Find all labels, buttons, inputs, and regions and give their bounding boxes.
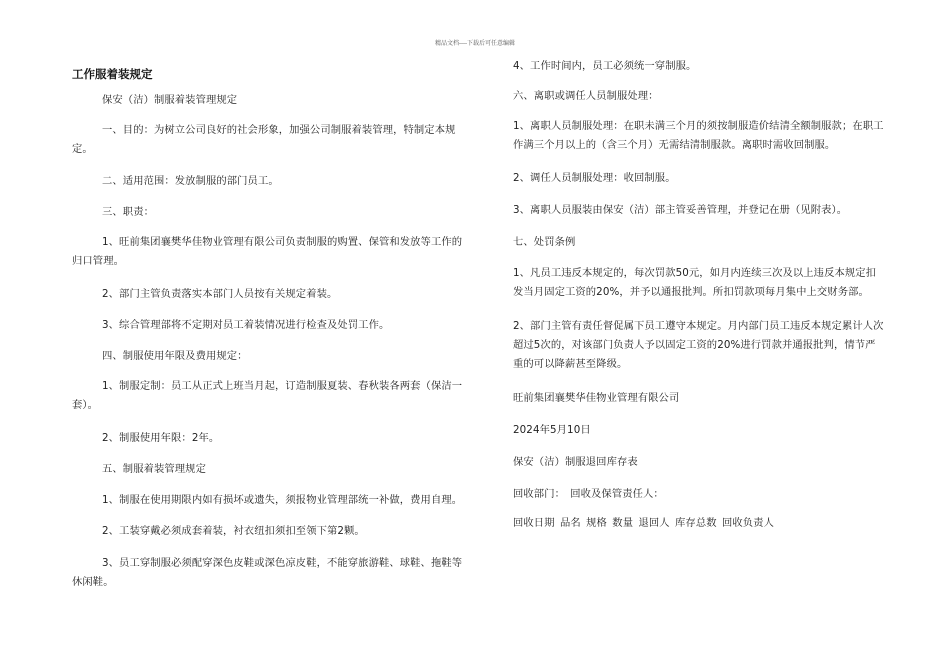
right-column — [513, 0, 885, 672]
heading-duties: 三、职责： — [102, 206, 154, 218]
paragraph-duty-1: 1、旺前集团襄樊华佳物业管理有限公司负责制服的购置、保管和发放等工作的归口管理。 — [72, 236, 463, 267]
heading-resignation: 六、离职或调任人员制服处理： — [513, 90, 659, 102]
paragraph-duty-3: 3、综合管理部将不定期对员工着装情况进行检查及处罚工作。 — [102, 319, 390, 331]
heading-term-and-cost: 四、制服使用年限及费用规定： — [102, 350, 248, 362]
paragraph-scope: 二、适用范围：发放制服的部门员工。 — [102, 175, 279, 187]
header-note: 精品文档----下载后可任意编辑 — [434, 40, 516, 47]
paragraph-resignation-1: 1、离职人员制服处理：在职未满三个月的须按制服造价结清全额制服款；在职工作满三个月以上的（含三个月）无需结清制服款。离职时需收回制服。 — [513, 120, 884, 151]
company-name: 旺前集团襄樊华佳物业管理有限公司 — [513, 392, 680, 404]
paragraph-resignation-2: 2、调任人员制服处理：收回制服。 — [513, 172, 676, 184]
left-column — [72, 0, 467, 672]
heading-dress-rules: 五、制服着装管理规定 — [102, 463, 206, 475]
paragraph-penalty-1: 1、凡员工违反本规定的，每次罚款50元，如月内连续三次及以上违反本规定扣发当月固定工资的20%，并予以通报批判。所扣罚款项每月集中上交财务部。 — [513, 267, 877, 298]
document-date: 2024年5月10日 — [513, 424, 591, 436]
paragraph-resignation-3: 3、离职人员服装由保安（洁）部主管妥善管理，并登记在册（见附表）。 — [513, 204, 848, 216]
paragraph-rule-3: 3、员工穿制服必须配穿深色皮鞋或深色凉皮鞋，不能穿旅游鞋、球鞋、拖鞋等休闲鞋。 — [72, 557, 463, 588]
paragraph-term: 2、制服使用年限：2年。 — [102, 432, 220, 444]
document-title: 工作服着装规定 — [72, 67, 153, 81]
return-form-title: 保安（洁）制服退回库存表 — [513, 456, 638, 468]
paragraph-duty-2: 2、部门主管负责落实本部门人员按有关规定着装。 — [102, 288, 338, 300]
paragraph-customization: 1、制服定制：员工从正式上班当月起，订造制服夏装、春秋装各两套（保洁一套）。 — [72, 380, 463, 411]
heading-penalties: 七、处罚条例 — [513, 236, 576, 248]
subtitle: 保安（洁）制服着装管理规定 — [102, 94, 238, 106]
paragraph-rule-2: 2、工装穿戴必须成套着装，衬衣纽扣须扣至领下第2颗。 — [102, 525, 365, 537]
paragraph-purpose: 一、目的：为树立公司良好的社会形象，加强公司制服着装管理，特制定本规定。 — [72, 124, 456, 155]
paragraph-penalty-2: 2、部门主管有责任督促属下员工遵守本规定。月内部门员工违反本规定累计人次超过5次的，对该部门负责人予以固定工资的20%进行罚款并通报批判，情节严重的可以降薪甚至降级。 — [513, 320, 884, 370]
return-form-department: 回收部门： 回收及保管责任人： — [513, 488, 664, 500]
return-form-columns: 回收日期 品名 规格 数量 退回人 库存总数 回收负责人 — [513, 517, 774, 529]
paragraph-rule-1: 1、制服在使用期限内如有损坏或遗失，须报物业管理部统一补做，费用自理。 — [102, 494, 463, 506]
paragraph-rule-4: 4、工作时间内，员工必须统一穿制服。 — [513, 60, 697, 72]
